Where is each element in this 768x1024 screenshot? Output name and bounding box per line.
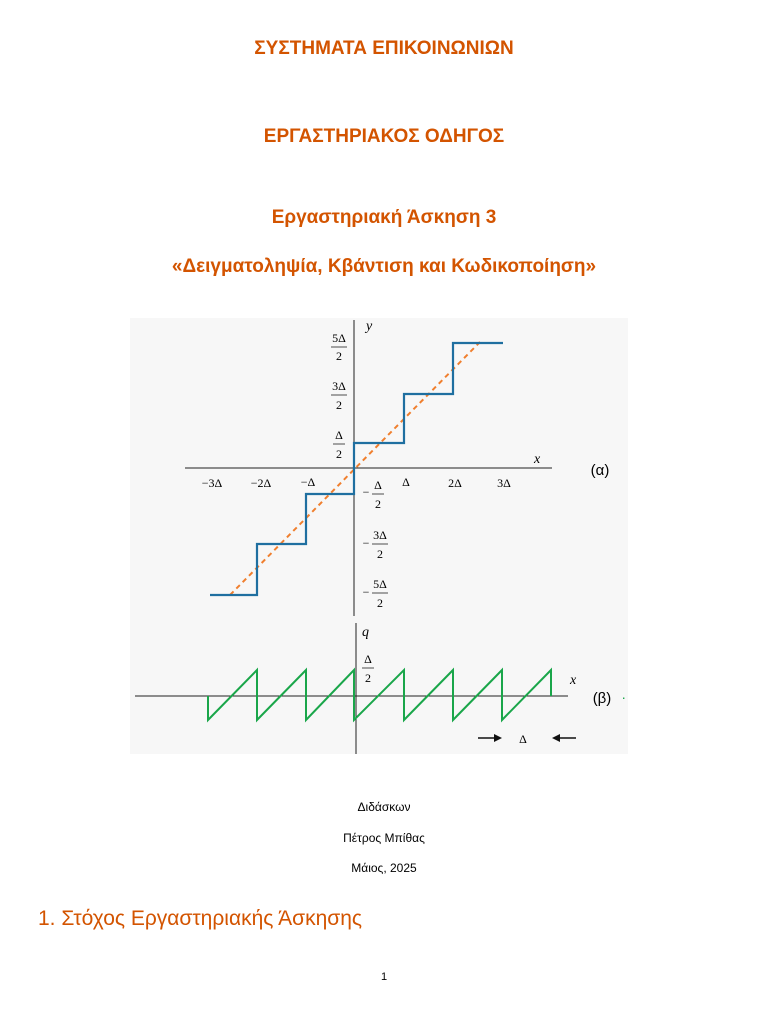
svg-text:5Δ: 5Δ: [373, 577, 387, 591]
page-number: 1: [380, 971, 388, 983]
exercise-subtitle: «Δειγματοληψία, Κβάντιση και Κωδικοποίηση»: [171, 256, 597, 277]
y-axis-label: y: [366, 319, 373, 334]
svg-text:Δ: Δ: [364, 652, 372, 666]
svg-text:−: −: [362, 485, 370, 499]
svg-text:3Δ: 3Δ: [332, 379, 346, 393]
svg-text:2: 2: [377, 596, 383, 610]
course-title: ΣΥΣΤΗΜΑΤΑ ΕΠΙΚΟΙΝΩΝΙΩΝ: [254, 38, 514, 59]
x-tick-label: 2Δ: [448, 476, 462, 490]
svg-text:−: −: [362, 536, 370, 550]
x-tick-label: 3Δ: [497, 476, 511, 490]
instructor-label: Διδάσκων: [357, 800, 411, 814]
q-axis-label: q: [362, 625, 369, 640]
svg-text:2: 2: [336, 398, 342, 412]
x-tick-label: −Δ: [300, 475, 316, 489]
x-tick-label: Δ: [402, 475, 410, 489]
panel-b-dot: ·: [621, 689, 626, 705]
x-axis-label-a: x: [534, 452, 541, 467]
svg-text:2: 2: [336, 349, 342, 363]
panel-a-label: (α): [590, 462, 610, 479]
x-tick-label: −2Δ: [250, 476, 272, 490]
svg-text:5Δ: 5Δ: [332, 331, 346, 345]
svg-text:2: 2: [377, 547, 383, 561]
panel-b-label: (β): [592, 690, 612, 707]
guide-title: ΕΡΓΑΣΤΗΡΙΑΚΟΣ ΟΔΗΓΟΣ: [263, 126, 505, 147]
svg-text:Δ: Δ: [519, 732, 527, 746]
svg-text:Δ: Δ: [374, 478, 382, 492]
svg-text:Δ: Δ: [335, 428, 343, 442]
quantization-figure: [130, 318, 628, 754]
svg-text:3Δ: 3Δ: [373, 528, 387, 542]
document-date: Μάιος, 2025: [351, 861, 417, 875]
svg-text:2: 2: [365, 671, 371, 685]
svg-text:2: 2: [336, 447, 342, 461]
exercise-title: Εργαστηριακή Άσκηση 3: [271, 207, 497, 228]
instructor-name: Πέτρος Μπίθας: [343, 831, 425, 845]
section-heading: 1. Στόχος Εργαστηριακής Άσκησης: [38, 907, 363, 930]
x-tick-label: −3Δ: [201, 476, 223, 490]
svg-text:2: 2: [375, 497, 381, 511]
x-axis-label-b: x: [570, 673, 577, 688]
svg-text:−: −: [362, 585, 370, 599]
